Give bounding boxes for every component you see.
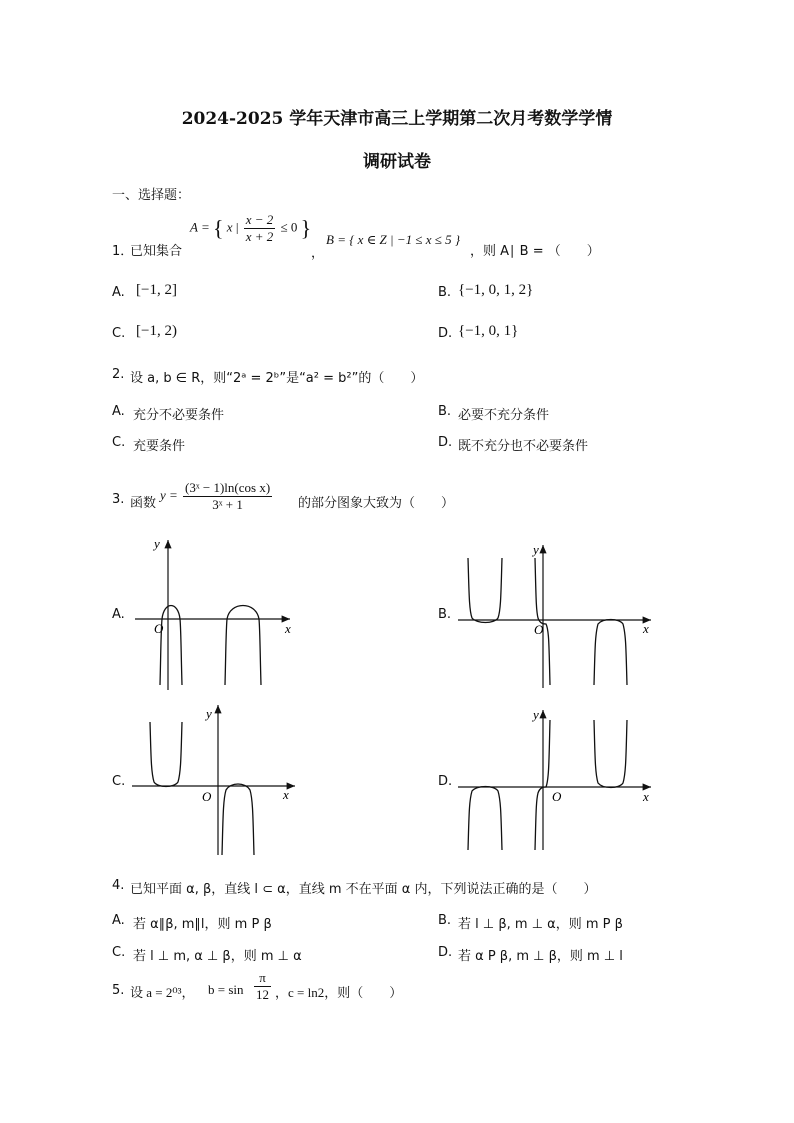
- origin-label: O: [154, 621, 164, 636]
- set-a-lhs: A =: [190, 219, 210, 235]
- curve-d1: [468, 787, 502, 851]
- graph-d[interactable]: [456, 705, 656, 855]
- origin-label: O: [534, 622, 544, 637]
- q2-option-a[interactable]: 充分不必要条件: [133, 408, 225, 423]
- q4-number: 4.: [112, 878, 125, 893]
- q4-option-b-label: B.: [438, 913, 452, 928]
- q4-option-d-label: D.: [438, 945, 453, 960]
- curve-a2: [225, 606, 261, 686]
- x-axis-label: x: [283, 787, 289, 802]
- q4-option-b[interactable]: 若 l ⊥ β, m ⊥ α，则 m P β: [458, 917, 623, 932]
- y-axis-label: y: [533, 542, 539, 557]
- q1-set-b: B = { x ∈ Z | −1 ≤ x ≤ 5 }: [326, 232, 461, 247]
- origin-label: O: [552, 789, 562, 804]
- q4-option-c[interactable]: 若 l ⊥ m, α ⊥ β，则 m ⊥ α: [133, 949, 302, 964]
- curve-b3: [594, 620, 627, 686]
- curve-b1: [468, 558, 502, 623]
- q1-option-c-label: C.: [112, 326, 126, 341]
- curve-d3: [594, 720, 627, 788]
- graph-b-label[interactable]: B.: [438, 607, 452, 622]
- q1-option-a-label: A.: [112, 285, 125, 300]
- graph-c-label[interactable]: C.: [112, 774, 126, 789]
- q4-option-a-label: A.: [112, 913, 125, 928]
- y-axis-label: y: [154, 536, 160, 551]
- x-axis-label: x: [285, 621, 291, 636]
- q1-tail: ，则 A∣ B = （ ）: [470, 244, 600, 259]
- y-axis-label: y: [206, 706, 212, 721]
- x-axis-label: x: [643, 789, 649, 804]
- q3-y-eq: y =: [160, 487, 178, 503]
- curve-a1: [160, 606, 182, 686]
- q2-option-d[interactable]: 既不充分也不必要条件: [458, 439, 589, 454]
- graph-a[interactable]: [130, 535, 300, 695]
- q5-part3: ，c = ln2，则（ ）: [275, 985, 403, 1000]
- q2-option-b-label: B.: [438, 404, 452, 419]
- q4-text: 已知平面 α, β，直线 l ⊂ α，直线 m 不在平面 α 内，下列说法正确的是（ ）: [130, 882, 597, 897]
- graph-c[interactable]: [130, 700, 305, 860]
- section-heading: 一、选择题：: [112, 188, 191, 203]
- q3-denominator: 3ˣ + 1: [212, 497, 243, 512]
- q1-set-a: A = { x | $\frac{x - 2}{x + 2}$ ≤ 0 }: [190, 212, 312, 244]
- curve-c1: [150, 722, 182, 787]
- q3-formula: [160, 480, 274, 513]
- set-a-numerator: x − 2: [245, 212, 274, 227]
- curve-c2: [222, 784, 254, 855]
- q5-number: 5.: [112, 983, 125, 998]
- q2-number: 2.: [112, 367, 125, 382]
- q4-option-a[interactable]: 若 α∥β, m∥l，则 m P β: [133, 917, 272, 932]
- exam-title-line2: 调研试卷: [363, 152, 431, 172]
- q1-lead: 已知集合: [130, 244, 183, 259]
- graph-b[interactable]: [456, 540, 656, 690]
- q2-option-c-label: C.: [112, 435, 126, 450]
- q5-frac-den: 12: [256, 987, 269, 1002]
- q2-option-b[interactable]: 必要不充分条件: [458, 408, 550, 423]
- q4-option-c-label: C.: [112, 945, 126, 960]
- q1-option-b[interactable]: {−1, 0, 1, 2}: [458, 282, 534, 298]
- q3-lead: 函数: [130, 496, 157, 511]
- y-axis-label: y: [533, 707, 539, 722]
- q2-option-a-label: A.: [112, 404, 125, 419]
- q2-option-d-label: D.: [438, 435, 453, 450]
- q4-option-d[interactable]: 若 α P β, m ⊥ β，则 m ⊥ l: [458, 949, 623, 964]
- q1-option-b-label: B.: [438, 285, 452, 300]
- q1-comma: ，: [311, 246, 325, 261]
- q3-tail: 的部分图象大致为（ ）: [298, 496, 455, 511]
- q1-option-d-label: D.: [438, 326, 453, 341]
- origin-label: O: [202, 789, 212, 804]
- q2-text: 设 a, b ∈ R，则“2ᵃ = 2ᵇ”是“a² = b²”的（ ）: [130, 371, 424, 386]
- x-axis-label: x: [643, 621, 649, 636]
- q3-number: 3.: [112, 492, 125, 507]
- q1-number: 1．: [112, 244, 134, 259]
- graph-a-label[interactable]: A.: [112, 607, 125, 622]
- q5-part1: 设 a = 2⁰³，: [130, 985, 195, 1000]
- graph-d-label[interactable]: D.: [438, 774, 453, 789]
- q2-option-c[interactable]: 充要条件: [133, 439, 186, 454]
- q3-numerator: (3ˣ − 1)ln(cos x): [185, 480, 271, 495]
- set-a-denominator: x + 2: [245, 229, 274, 244]
- q1-option-d[interactable]: {−1, 0, 1}: [458, 323, 519, 339]
- q1-option-a[interactable]: [−1, 2]: [136, 282, 177, 298]
- q1-option-c[interactable]: [−1, 2): [136, 323, 177, 339]
- q5-fraction: [252, 970, 273, 1003]
- exam-title-line1: 2024-2025 学年天津市高三上学期第二次月考数学学情: [181, 109, 613, 129]
- set-a-relation: ≤ 0: [280, 219, 298, 235]
- q5-part2: b = sin: [208, 982, 244, 997]
- q5-frac-num: π: [254, 970, 271, 987]
